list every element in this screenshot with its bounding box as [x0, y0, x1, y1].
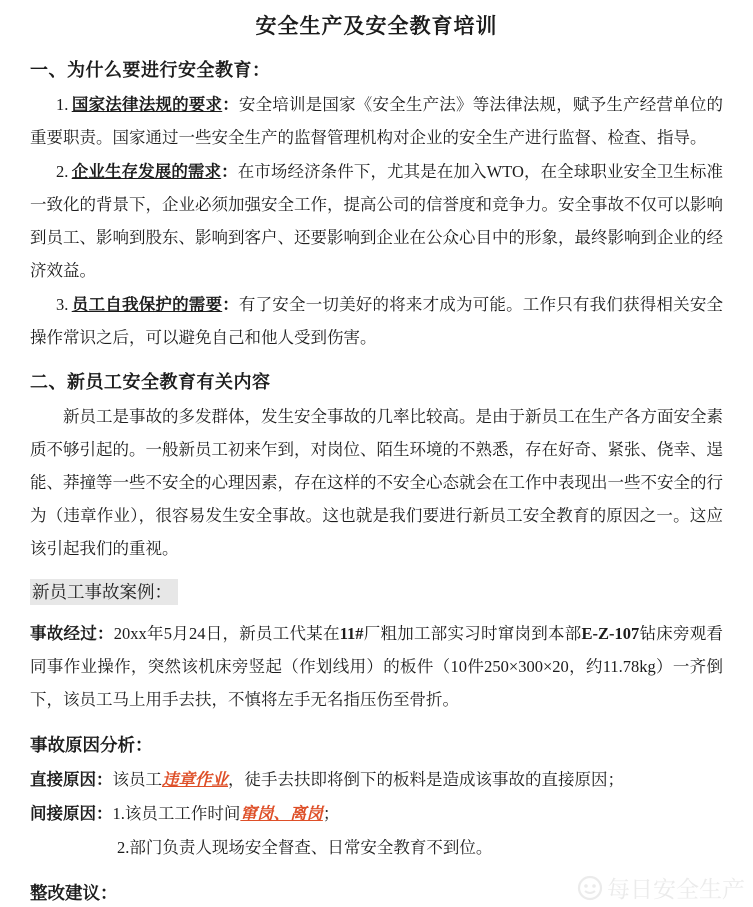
case-label [30, 577, 723, 607]
item1-colon: ： [222, 95, 239, 114]
suggestion-heading: 整改建议： [30, 883, 118, 903]
item2-number: 2. [56, 162, 69, 181]
incident-paragraph [30, 617, 723, 716]
indirect-cause1-pre: 1.该员工工作时间 [112, 804, 241, 823]
incident-text-1: 20xx年5月24日，新员工代某在 [113, 624, 340, 643]
watermark [577, 871, 745, 904]
item3-label: 员工自我保护的需要 [71, 295, 223, 314]
analysis-heading: 事故原因分析： [30, 735, 153, 755]
indirect-cause-label: 间接原因： [30, 804, 113, 823]
item3-text: 有了安全一切美好的将来才成为可能。工作只有我们获得相关安全操作常识之后，可以避免自己和他人受到伤害。 [30, 295, 724, 347]
incident-text-3: 钻床旁观看同事作业操作，突然该机床旁竖起（作划线用）的板件（10件250×300×20，约11.78kg）一齐倒下，该员工马上用手去扶，不慎将左手无名指压伤至骨折。 [30, 624, 724, 709]
incident-machine-code: E-Z-107 [581, 624, 640, 643]
indirect-cause1-violation: 窜岗、离岗 [240, 804, 323, 823]
incident-label: 事故经过： [30, 624, 114, 643]
incident-text-2: 厂粗加工部实习时窜岗到本部 [363, 624, 582, 643]
section2-heading: 二、新员工安全教育有关内容 [30, 372, 271, 392]
section2-intro: 新员工是事故的多发群体，发生安全事故的几率比较高。是由于新员工在生产各方面安全素质不够引起的。一般新员工初来乍到，对岗位、陌生环境的不熟悉，存在好奇、紧张、侥幸、逞能、莽撞等一些不安全的心理因素，存在这样的不安全心态就会在工作中表现出一些不安全的行为（违章作业），很容易发生安全事故。这也就是我们要进行新员工安全教育的原因之一。这应该引起我们的重视。 [30, 407, 723, 558]
direct-cause-post: ，徒手去扶即将倒下的板料是造成该事故的直接原因； [228, 770, 624, 789]
section1-item3 [30, 288, 723, 354]
item3-number: 3. [56, 295, 69, 314]
direct-cause-pre: 该员工 [112, 770, 162, 789]
watermark-text: 每日安全生产 [607, 876, 745, 902]
direct-cause-violation: 违章作业 [162, 770, 228, 789]
section1-heading: 一、为什么要进行安全教育： [30, 60, 271, 80]
daily-safety-logo-icon [577, 875, 603, 901]
direct-cause-line [30, 763, 723, 796]
page-title: 安全生产及安全教育培训 [255, 14, 498, 38]
section1-item1 [30, 88, 723, 154]
item1-text: 安全培训是国家《安全生产法》等法律法规，赋予生产经营单位的重要职责。国家通过一些安全生产的监督管理机构对企业的安全生产进行监督、检查、指导。 [30, 95, 724, 147]
item2-label: 企业生存发展的需求 [71, 162, 222, 181]
section1-item2 [30, 155, 723, 287]
direct-cause-label: 直接原因： [30, 770, 113, 789]
indirect-cause1-post: ； [322, 804, 340, 823]
indirect-cause-line1 [30, 797, 723, 830]
item1-label: 国家法律法规的要求 [71, 95, 223, 114]
item2-text: 在市场经济条件下，尤其是在加入WTO，在全球职业安全卫生标准一致化的背景下，企业必须加强安全工作，提高公司的信誉度和竞争力。安全事故不仅可以影响到员工、影响到股东、影响到客户、还要影响到企业在公众心目中的形象，最终影响到企业的经济效益。 [30, 162, 723, 280]
indirect-cause-line2: 2.部门负责人现场安全督查、日常安全教育不到位。 [117, 838, 493, 857]
item3-colon: ： [222, 295, 239, 314]
item1-number: 1. [56, 95, 69, 114]
incident-factory-code: 11# [339, 624, 364, 643]
item2-colon: ： [221, 162, 238, 181]
case-label-highlight: 新员工事故案例： [30, 579, 178, 605]
